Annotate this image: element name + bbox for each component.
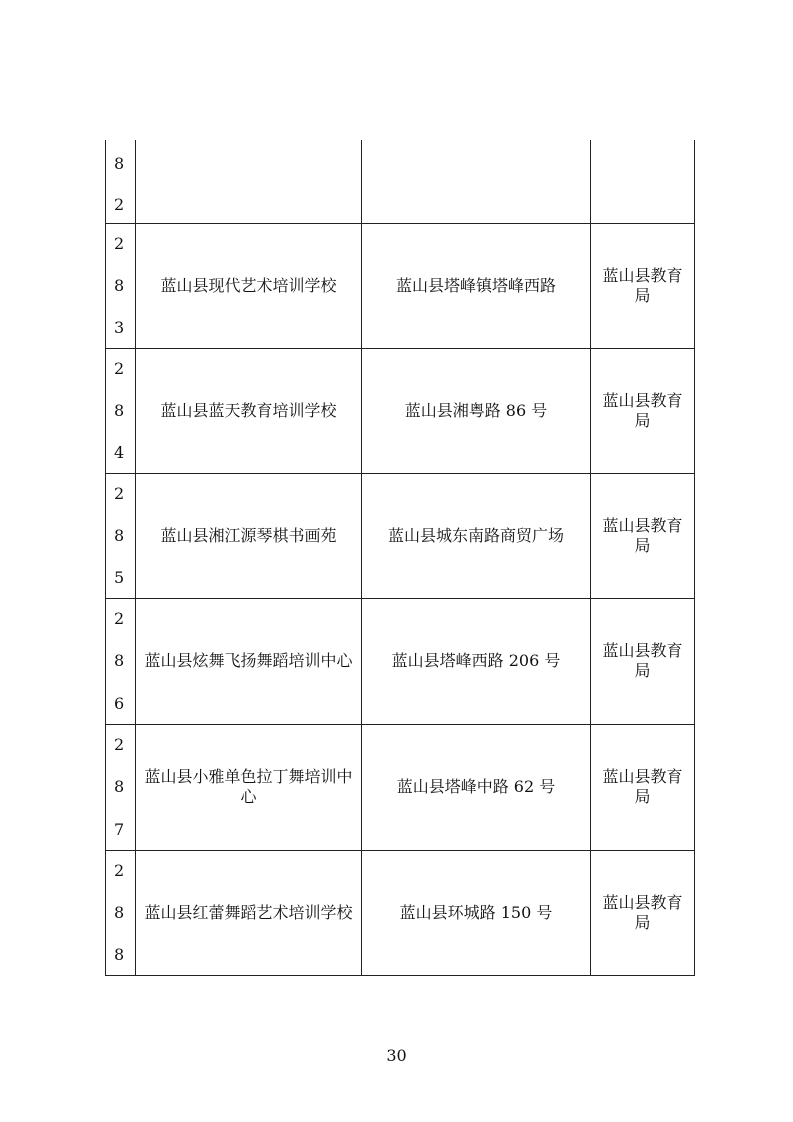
dept-cell [591,599,695,724]
institution-address: 蓝山县塔峰镇塔峰西路 [395,275,556,295]
page-number: 30 [386,1046,407,1065]
supervising-dept: 蓝山县教育局 [602,767,683,807]
table-row [106,223,695,348]
table-row [106,474,695,599]
row-number-cell [106,599,136,724]
name-cell [136,223,362,348]
name-cell [136,474,362,599]
address-cell [362,474,591,599]
row-number-digit: 2 [114,609,125,629]
table-row [106,599,695,724]
supervising-dept: 蓝山县教育局 [602,390,683,430]
row-number-digit: 2 [114,860,125,880]
row-number-digit: 8 [114,651,125,671]
row-number-digit: 8 [114,275,125,295]
row-number-cell [106,474,136,599]
institution-address: 蓝山县塔峰西路 206 号 [391,651,561,671]
row-number-digit: 8 [114,902,125,922]
table-row [106,724,695,850]
name-cell [136,850,362,975]
institution-name: 蓝山县现代艺术培训学校 [160,275,337,295]
row-number-digit: 2 [114,358,125,378]
row-number-cell [106,724,136,850]
row-number-digit: 2 [114,233,125,253]
dept-cell [591,348,695,473]
row-number-digit: 8 [114,526,125,546]
row-number-digit: 2 [114,734,125,754]
institution-name: 蓝山县炫舞飞扬舞蹈培训中心 [144,651,353,671]
institution-name: 蓝山县蓝天教育培训学校 [160,400,337,420]
address-cell [362,348,591,473]
institution-address: 蓝山县环城路 150 号 [399,902,553,922]
row-number-digit: 8 [114,154,125,173]
address-cell [362,850,591,975]
name-cell [136,348,362,473]
institution-name: 蓝山县小雅单色拉丁舞培训中心 [144,767,353,807]
row-number-digit: 8 [114,944,125,964]
row-number-cell [106,140,136,223]
address-cell [362,599,591,724]
institution-address: 蓝山县城东南路商贸广场 [387,526,564,546]
row-number-digit: 8 [114,400,125,420]
name-cell [136,140,362,223]
row-number-digit: 5 [114,568,125,588]
table-row [106,140,695,223]
supervising-dept: 蓝山县教育局 [602,516,683,556]
row-number-digit: 7 [114,819,125,839]
institution-name: 蓝山县红蕾舞蹈艺术培训学校 [144,902,353,922]
row-number-digit: 2 [114,484,125,504]
row-number-digit: 6 [114,693,125,713]
row-number-digit: 8 [114,777,125,797]
institutions-table [105,140,695,976]
dept-cell [591,474,695,599]
row-number-cell [106,348,136,473]
address-cell [362,140,591,223]
row-number-digit: 2 [114,194,125,214]
supervising-dept: 蓝山县教育局 [602,265,683,305]
row-number-digit: 4 [114,443,125,463]
row-number-cell [106,223,136,348]
name-cell [136,724,362,850]
institution-address: 蓝山县湘粤路 86 号 [404,400,548,420]
supervising-dept: 蓝山县教育局 [602,641,683,681]
row-number-cell [106,850,136,975]
dept-cell [591,223,695,348]
address-cell [362,724,591,850]
table-row [106,850,695,975]
dept-cell [591,140,695,223]
institution-address: 蓝山县塔峰中路 62 号 [396,777,556,797]
dept-cell [591,850,695,975]
table-row [106,348,695,473]
address-cell [362,223,591,348]
supervising-dept: 蓝山县教育局 [602,892,683,932]
name-cell [136,599,362,724]
row-number-digit: 3 [114,317,125,337]
institution-name: 蓝山县湘江源琴棋书画苑 [160,526,337,546]
dept-cell [591,724,695,850]
